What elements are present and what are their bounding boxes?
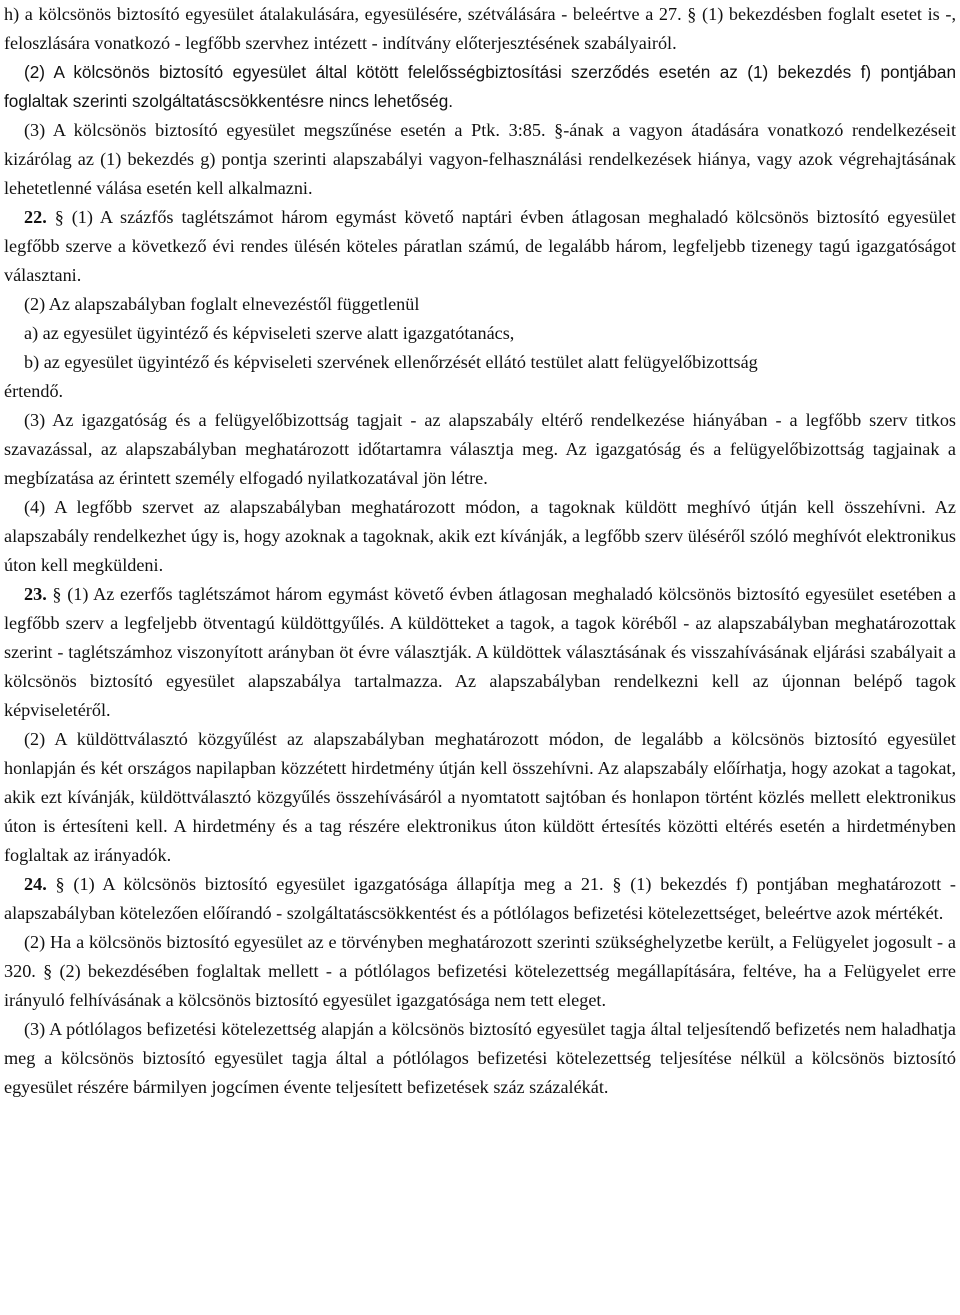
- paragraph-text: (2) A kölcsönös biztosító egyesület által kötött felelősségbiztosítási szerződés esetén az (1) bekezdés f) pontjában foglaltak szerinti szolgáltatáscsökkentésre nincs lehetőség.: [4, 62, 956, 111]
- paragraph-text: (2) A küldöttválasztó közgyűlést az alapszabályban meghatározott módon, de legalább a kölcsönös biztosító egyesület honlapján és két országos napilapban közzétett hirdetmény útján kell összehívni. Az alapszabály előírhatja, hogy azokat a tagokat, akik ezt kívánják, küldöttválasztó közgyűlés összehívásáról a nyomtatott sajtóban és honlapon történt közlés mellett elektronikus úton is értesíteni kell. A hirdetmény és a tag részére elektronikus úton küldött értesítés közötti eltérés esetén a hirdetményben foglaltak az irányadók.: [4, 729, 956, 865]
- section-24-1: [4, 870, 956, 928]
- paragraph-22-2: [4, 290, 956, 319]
- section-22-1: [4, 203, 956, 290]
- paragraph-21-3: [4, 116, 956, 203]
- paragraph-text: b) az egyesület ügyintéző és képviseleti szervének ellenőrzését ellátó testület alatt felügyelőbizottság: [24, 352, 758, 372]
- paragraph-text: a) az egyesület ügyintéző és képviseleti szerve alatt igazgatótanács,: [24, 323, 515, 343]
- paragraph-24-3: [4, 1015, 956, 1102]
- paragraph-24-2: [4, 928, 956, 1015]
- paragraph-text: § (1) A százfős taglétszámot három egymást követő naptári évben átlagosan meghaladó kölcsönös biztosító egyesület legfőbb szerve a következő évi rendes ülésén köteles páratlan számú, de legalább három, legfeljebb tizenegy tagú igazgatóságot választani.: [4, 207, 956, 285]
- paragraph-text: (3) Az igazgatóság és a felügyelőbizottság tagjait - az alapszabály eltérő rendelkezése hiányában - a legfőbb szerv titkos szavazással, az alapszabályban meghatározott időtartamra választja meg. Az igazgatóság és a felügyelőbizottság tagjainak a megbízatása az érintett személy elfogadó nyilatkozatával jön létre.: [4, 410, 956, 488]
- paragraph-text: (2) Az alapszabályban foglalt elnevezéstől függetlenül: [24, 294, 420, 314]
- paragraph-22-3: [4, 406, 956, 493]
- section-number: 24.: [24, 874, 47, 894]
- section-number: 22.: [24, 207, 47, 227]
- paragraph-h: [4, 0, 956, 58]
- paragraph-text: (3) A pótlólagos befizetési kötelezettség alapján a kölcsönös biztosító egyesület tagja által teljesítendő befizetés nem haladhatja meg a kölcsönös biztosító egyesület tagja által a pótlólagos befizetési kötelezettség teljesítése nélkül a kölcsönös biztosító egyesület részére bármilyen jogcímen évente teljesített befizetések száz százalékát.: [4, 1019, 956, 1097]
- paragraph-text: (4) A legfőbb szervet az alapszabályban meghatározott módon, a tagoknak küldött meghívó útján kell összehívni. Az alapszabály rendelkezhet úgy is, hogy azoknak a tagoknak, akik ezt kívánják, a legfőbb szerv üléséről szóló meghívót elektronikus úton kell megküldeni.: [4, 497, 956, 575]
- paragraph-text: értendő.: [4, 381, 64, 401]
- paragraph-22-2-b: [4, 348, 956, 377]
- paragraph-22-4: [4, 493, 956, 580]
- section-number: 23.: [24, 584, 47, 604]
- paragraph-23-2: [4, 725, 956, 870]
- paragraph-22-2-end: [4, 377, 956, 406]
- paragraph-21-2: [4, 58, 956, 116]
- paragraph-text: (3) A kölcsönös biztosító egyesület megszűnése esetén a Ptk. 3:85. §-ának a vagyon átadására vonatkozó rendelkezéseit kizárólag az (1) bekezdés g) pontja szerinti alapszabályi vagyon-felhasználási rendelkezések hiánya, vagy azok végrehajtásának lehetetlenné válása esetén kell alkalmazni.: [4, 120, 956, 198]
- paragraph-22-2-a: [4, 319, 956, 348]
- paragraph-text: h) a kölcsönös biztosító egyesület átalakulására, egyesülésére, szétválására - beleértve a 27. § (1) bekezdésben foglalt esetet is -, feloszlására vonatkozó - legfőbb szervhez intézett - indítvány előterjesztésének szabályairól.: [4, 4, 956, 53]
- section-23-1: [4, 580, 956, 725]
- paragraph-text: (2) Ha a kölcsönös biztosító egyesület az e törvényben meghatározott szerinti szükséghelyzetbe került, a Felügyelet jogosult - a 320. § (2) bekezdésében foglaltak mellett - a pótlólagos befizetési kötelezettség megállapítására, feltéve, ha a Felügyelet erre irányuló felhívásának a kölcsönös biztosító egyesület igazgatósága nem tett eleget.: [4, 932, 956, 1010]
- paragraph-text: § (1) A kölcsönös biztosító egyesület igazgatósága állapítja meg a 21. § (1) bekezdés f) pontjában meghatározott - alapszabályban kötelezően előírandó - szolgáltatáscsökkentést és a pótlólagos befizetési kötelezettséget, beleértve azok mértékét.: [4, 874, 956, 923]
- paragraph-text: § (1) Az ezerfős taglétszámot három egymást követő évben átlagosan meghaladó kölcsönös biztosító egyesület esetében a legfőbb szerv a legfeljebb ötventagú küldöttgyűlés. A küldötteket a tagok, a tagok köréből - az alapszabályban meghatározottak szerint - taglétszámhoz viszonyított arányban öt évre választják. A küldöttek választásának és visszahívásának eljárási szabályait a kölcsönös biztosító egyesület alapszabálya tartalmazza. Az alapszabályban rendelkezni kell az újonnan belépő tagok képviseletéről.: [4, 584, 956, 720]
